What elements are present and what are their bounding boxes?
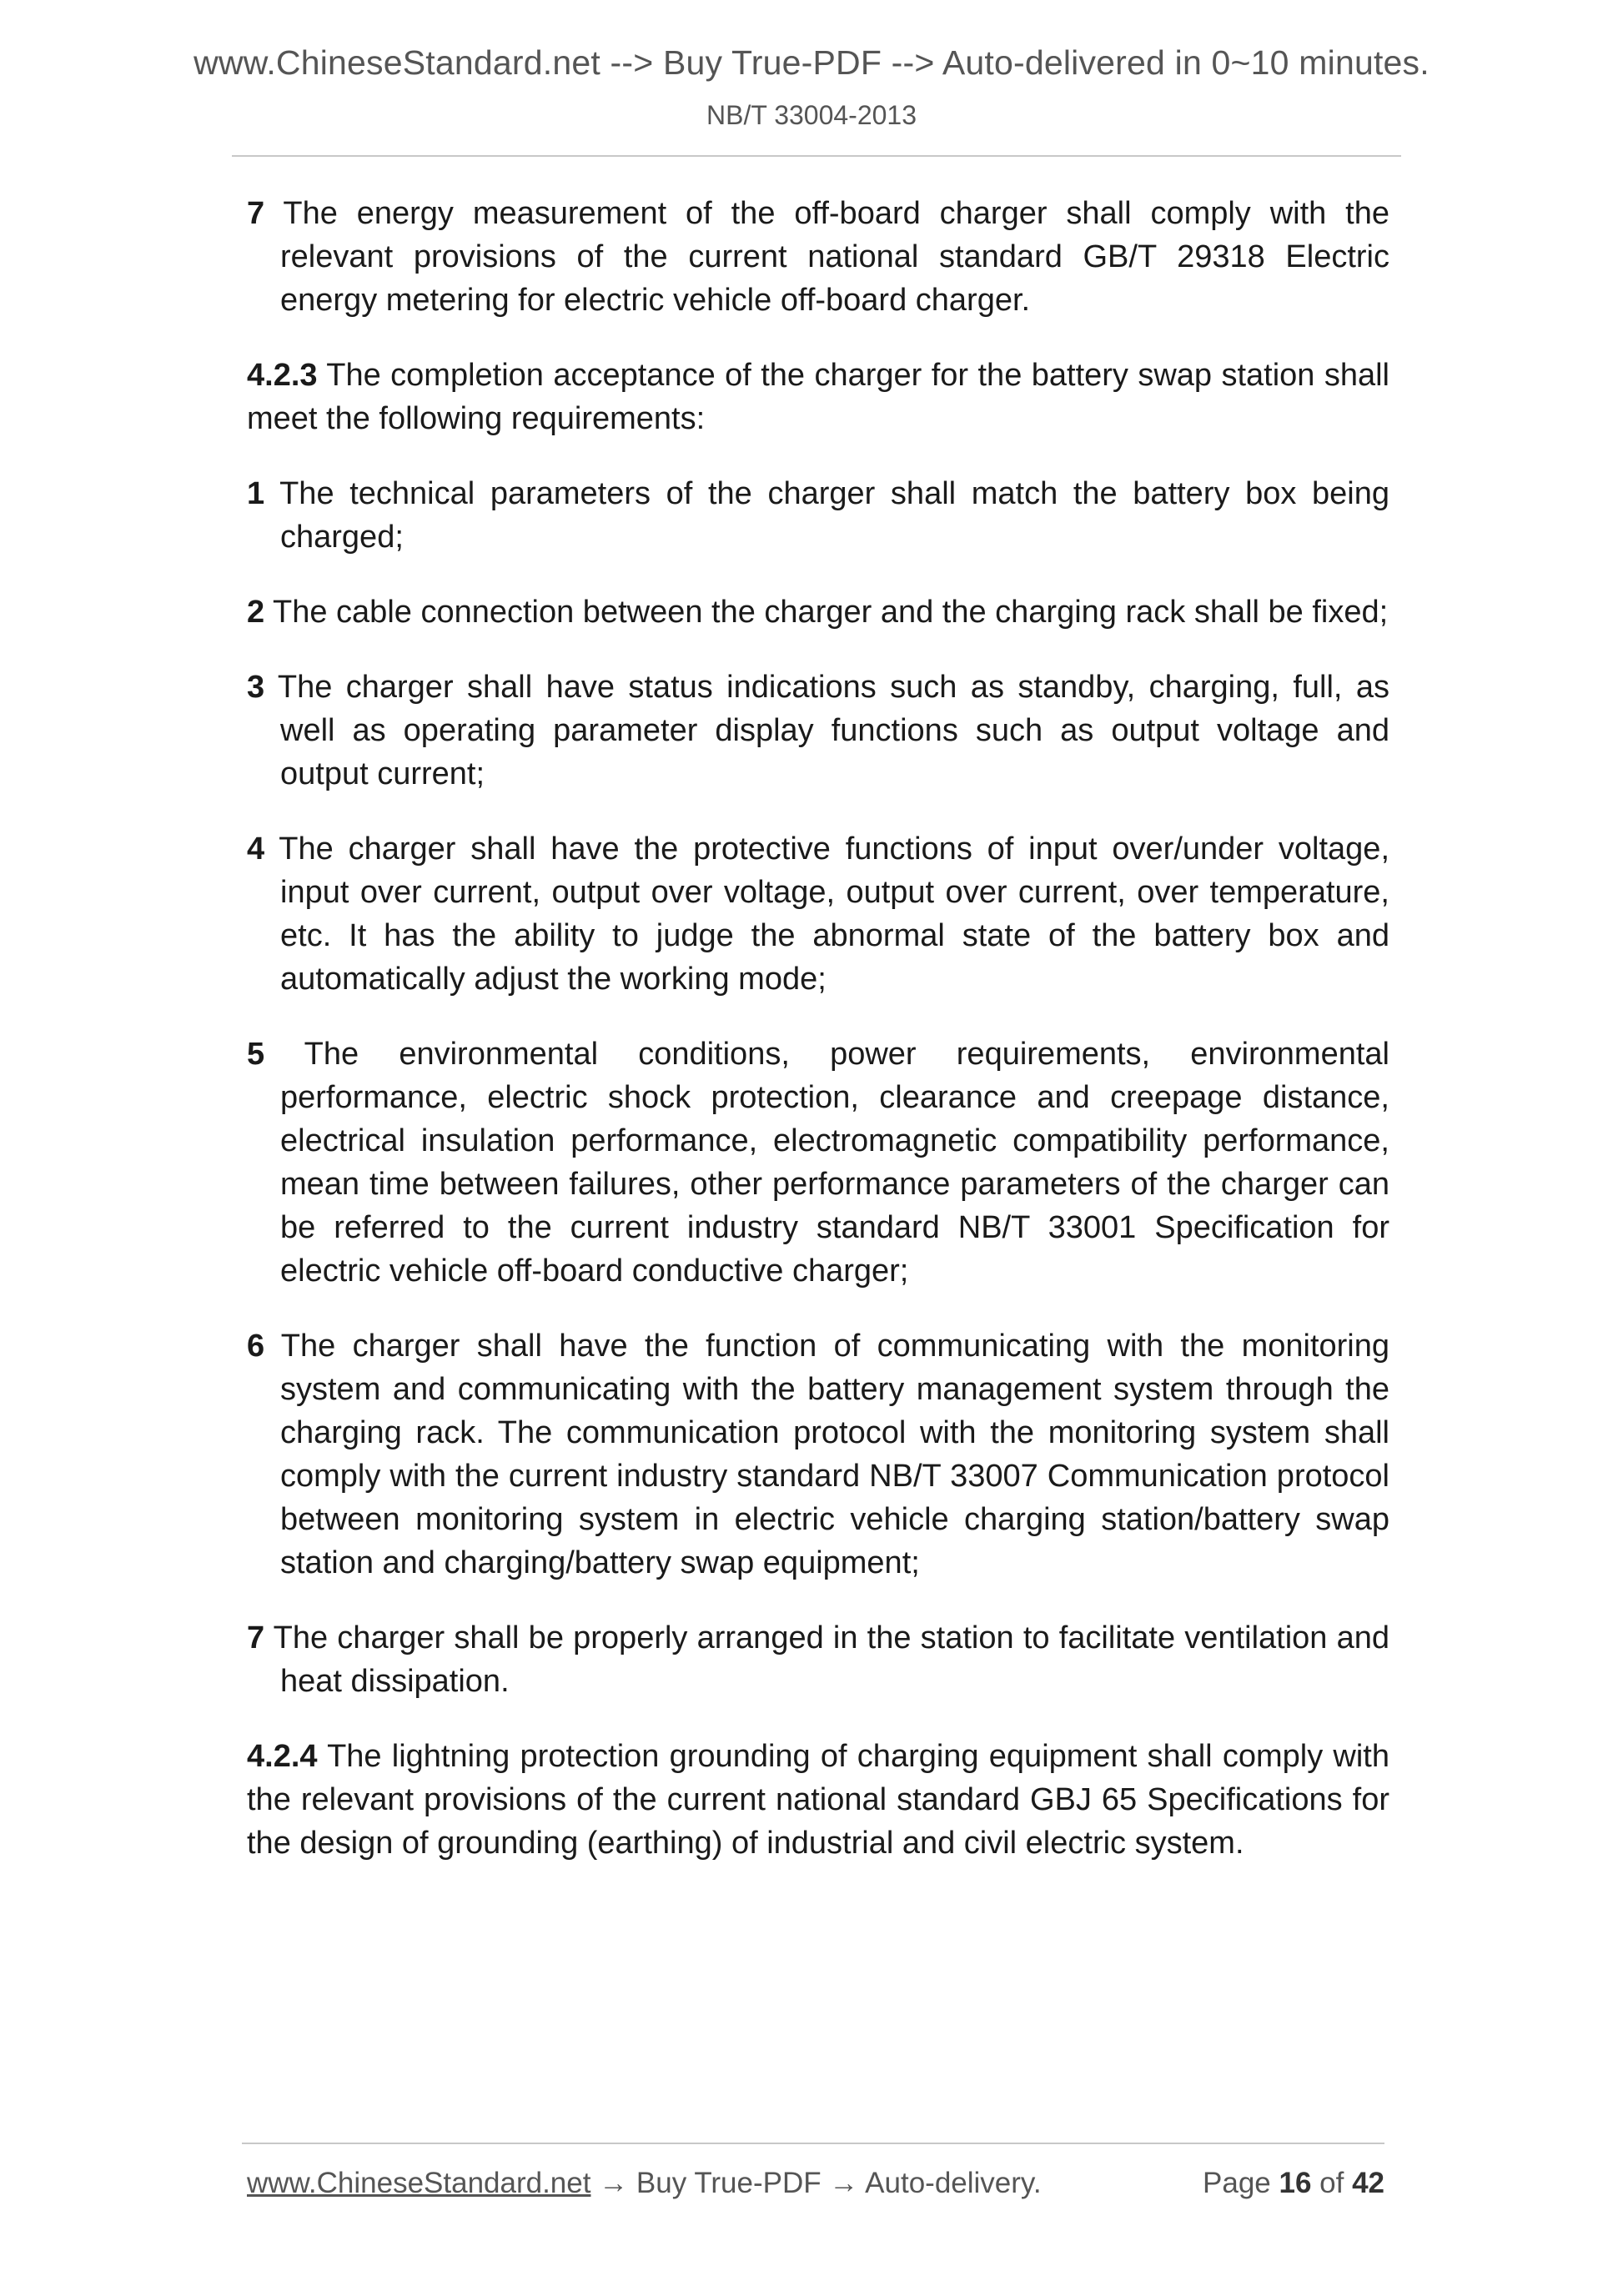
clause-paragraph	[247, 354, 1389, 440]
footer-left	[247, 2167, 1042, 2200]
item-text: The energy measurement of the off-board charger shall comply with the relevant provisions of the current national standard GB/T 29318 Electric energy metering for electric vehicle off-board charger.	[264, 196, 1389, 318]
item-number: 6	[247, 1329, 265, 1364]
list-item	[247, 590, 1389, 634]
clause-paragraph	[247, 1735, 1389, 1865]
page-word: Page	[1203, 2167, 1279, 2199]
item-number: 7	[247, 196, 265, 231]
clause-number: 4.2.4	[247, 1739, 318, 1774]
item-text: The charger shall be properly arranged in the station to facilitate ventilation and heat dissipation.	[264, 1620, 1389, 1699]
item-text: The charger shall have the protective functions of input over/under voltage, input over current, output over voltage, output over current, over temperature, etc. It has the ability to judge the abnormal state of the battery box and automatically adjust the working mode;	[264, 831, 1389, 997]
item-number: 7	[247, 1620, 265, 1655]
page-current: 16	[1279, 2167, 1312, 2199]
item-number: 1	[247, 476, 265, 511]
item-number: 3	[247, 670, 265, 705]
document-number: NB/T 33004-2013	[706, 100, 917, 130]
header-divider	[232, 155, 1401, 157]
item-number: 5	[247, 1037, 265, 1072]
item-number: 2	[247, 595, 265, 630]
list-item	[247, 192, 1389, 322]
footer-website-link[interactable]: www.ChineseStandard.net	[247, 2167, 591, 2199]
item-text: The environmental conditions, power requirements, environmental performance, electric shock protection, clearance and creepage distance, electrical insulation performance, electromagnetic compatibility performance, mean time between failures, other performance parameters of the charger can be referred to the current industry standard NB/T 33001 Specification for electric vehicle off-board conductive charger;	[264, 1037, 1389, 1289]
clause-text: The lightning protection grounding of charging equipment shall comply with the relevant provisions of the current national standard GBJ 65 Specifications for the design of grounding (earthing) of industrial and civil electric system.	[247, 1739, 1389, 1861]
page-footer	[247, 2167, 1384, 2200]
header-banner: www.ChineseStandard.net --> Buy True-PDF --> Auto-delivered in 0~10 minutes.	[193, 43, 1430, 82]
list-item	[247, 1616, 1389, 1703]
page-total: 42	[1352, 2167, 1384, 2199]
list-item	[247, 1032, 1389, 1293]
item-number: 4	[247, 831, 265, 867]
list-item	[247, 666, 1389, 796]
clause-number: 4.2.3	[247, 358, 318, 393]
page-of: of	[1311, 2167, 1353, 2199]
item-text: The cable connection between the charger and the charging rack shall be fixed;	[264, 595, 1389, 630]
list-item	[247, 1324, 1389, 1585]
list-item	[247, 827, 1389, 1001]
item-text: The charger shall have the function of communicating with the monitoring system and communicating with the battery management system through the charging rack. The communication protocol with the monitoring system shall comply with the current industry standard NB/T 33007 Communication protocol between monitoring system in electric vehicle charging station/battery swap station and charging/battery swap equipment;	[264, 1329, 1389, 1580]
item-text: The charger shall have status indications such as standby, charging, full, as well as operating parameter display functions such as output voltage and output current;	[264, 670, 1389, 791]
clause-text: The completion acceptance of the charger for the battery swap station shall meet the following requirements:	[247, 358, 1389, 436]
footer-tagline: → Buy True-PDF → Auto-delivery.	[590, 2167, 1042, 2199]
footer-divider	[242, 2143, 1384, 2144]
item-text: The technical parameters of the charger shall match the battery box being charged;	[264, 476, 1389, 555]
list-item	[247, 472, 1389, 559]
page-number	[1203, 2167, 1384, 2200]
document-body	[247, 192, 1389, 1897]
